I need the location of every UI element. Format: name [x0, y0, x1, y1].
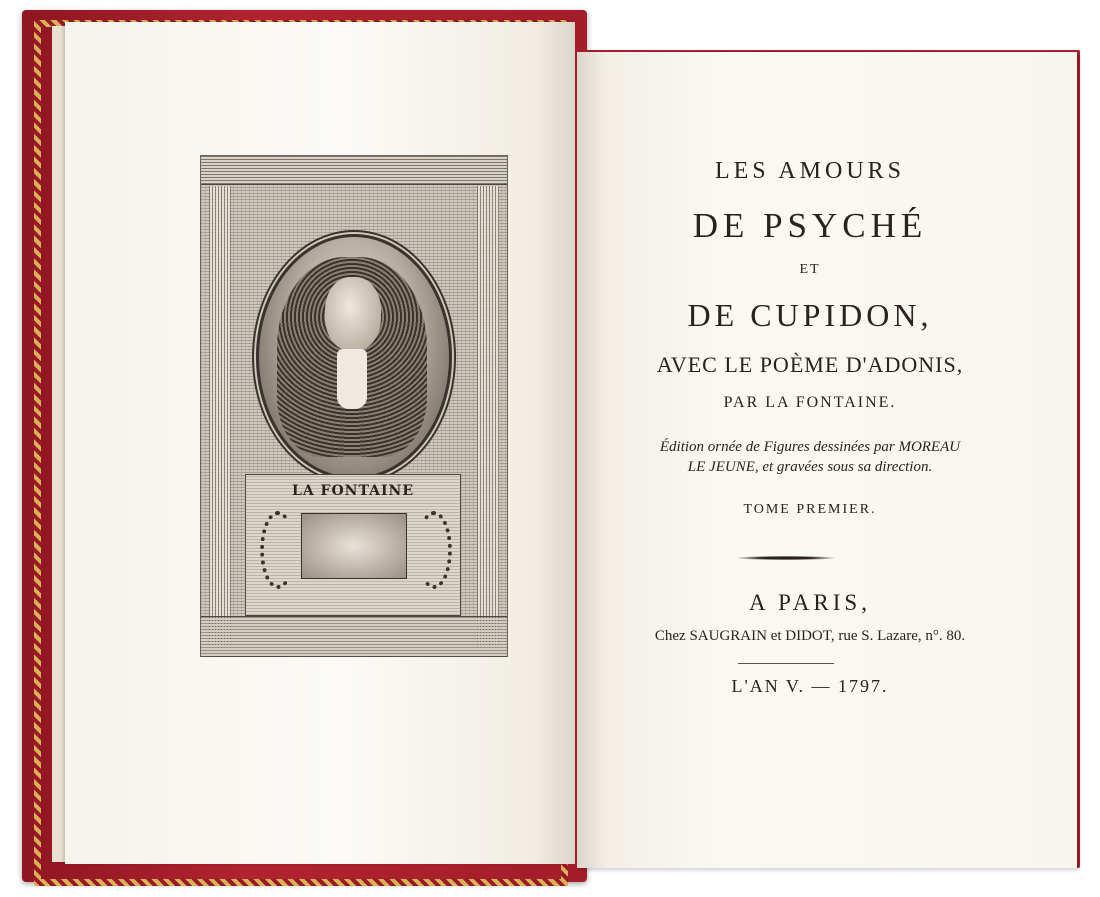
imprint-place: A PARIS, [749, 590, 871, 615]
title-line-4: DE CUPIDON, [687, 297, 933, 333]
title-line-3: ET [799, 262, 821, 277]
edition-note-line-2: LE JEUNE, et gravées sous sa direction. [687, 459, 933, 475]
engraving-cornice [201, 156, 507, 185]
imprint-date: L'AN V. — 1797. [731, 676, 889, 696]
pedestal [245, 474, 461, 616]
title-line-1: LES AMOURS [714, 158, 906, 184]
laurel-left-icon [260, 511, 296, 589]
portrait-name-plate: LA FONTAINE [291, 483, 415, 499]
subtitle-line: AVEC LE POÈME D'ADONIS, [656, 352, 964, 377]
title-line-2: DE PSYCHÉ [692, 206, 928, 245]
left-pilaster [209, 186, 231, 646]
portrait-oval [256, 234, 452, 480]
edition-note-line-1: Édition ornée de Figures dessinées par MOREAU [659, 439, 961, 455]
right-pilaster [477, 186, 499, 646]
bas-relief-scene [301, 513, 407, 579]
author-line: PAR LA FONTAINE. [723, 394, 897, 411]
ornament-rule [738, 556, 834, 560]
engraving-base [201, 616, 507, 657]
portrait-face [325, 277, 381, 351]
frontispiece-engraving [200, 155, 508, 657]
divider-rule [738, 663, 834, 664]
imprint-publisher: Chez SAUGRAIN et DIDOT, rue S. Lazare, n°. 80. [654, 628, 966, 644]
portrait-cravat [337, 349, 367, 409]
edition-note [600, 437, 1020, 477]
laurel-right-icon [416, 511, 452, 589]
volume-line: TOME PREMIER. [743, 502, 877, 517]
